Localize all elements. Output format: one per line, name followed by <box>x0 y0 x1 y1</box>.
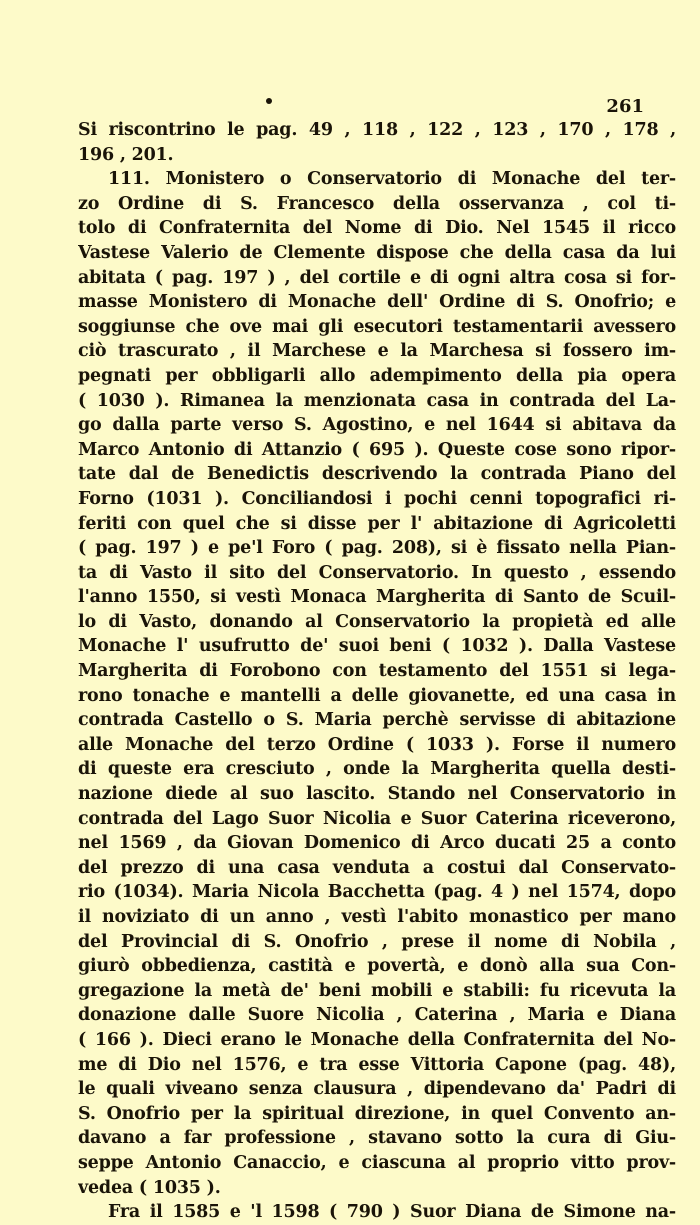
ink-dot <box>266 98 272 104</box>
text-line: donazione dalle Suore Nicolia , Caterina , Maria e Diana <box>78 1005 676 1026</box>
text-line: nel 1569 , da Giovan Domenico di Arco ducati 25 a conto <box>78 833 676 854</box>
text-line: Forno (1031 ). Conciliandosi i pochi cenni topografici ri- <box>78 488 676 509</box>
text-line: go dalla parte verso S. Agostino, e nel 1644 si abitava da <box>78 415 676 436</box>
text-line: me di Dio nel 1576, e tra esse Vittoria Capone (pag. 48), <box>78 1054 676 1075</box>
text-line: giurò obbedienza, castità e povertà, e donò alla sua Con- <box>78 956 676 977</box>
text-line: rio (1034). Maria Nicola Bacchetta (pag. 4 ) nel 1574, dopo <box>78 882 676 903</box>
text-line: tolo di Confraternita del Nome di Dio. Nel 1545 il ricco <box>78 218 676 239</box>
text-line: Fra il 1585 e 'l 1598 ( 790 ) Suor Diana de Simone na- <box>108 1202 676 1223</box>
text-line: davano a far professione , stavano sotto la cura di Giu- <box>78 1128 676 1149</box>
text-line: gregazione la metà de' beni mobili e stabili: fu ricevuta la <box>78 980 676 1001</box>
text-line: contrada del Lago Suor Nicolia e Suor Caterina riceverono, <box>78 808 676 829</box>
text-line: le quali viveano senza clausura , dipendevano da' Padri di <box>78 1079 676 1100</box>
text-line: Margherita di Forobono con testamento del 1551 si lega- <box>78 661 676 682</box>
text-line: Marco Antonio di Attanzio ( 695 ). Queste cose sono ripor- <box>78 439 676 460</box>
text-line: 196 , 201. <box>78 144 174 165</box>
text-line: S. Onofrio per la spiritual direzione, in quel Convento an- <box>78 1103 676 1124</box>
text-line: nazione diede al suo lascito. Stando nel Conservatorio in <box>78 784 676 805</box>
text-line: il noviziato di un anno , vestì l'abito monastico per mano <box>78 907 676 927</box>
text-line: l'anno 1550, si vestì Monaca Margherita di Santo de Scuil- <box>78 587 676 608</box>
text-line: alle Monache del terzo Ordine ( 1033 ). Forse il numero <box>78 734 676 755</box>
text-line: ta di Vasto il sito del Conservatorio. In questo , essendo <box>78 562 676 583</box>
text-line: contrada Castello o S. Maria perchè servisse di abitazione <box>78 710 676 731</box>
text-line: abitata ( pag. 197 ) , del cortile e di ogni altra cosa si for- <box>78 267 676 288</box>
text-line: tate dal de Benedictis descrivendo la contrada Piano del <box>78 464 676 485</box>
text-line: lo di Vasto, donando al Conservatorio la propietà ed alle <box>78 611 676 632</box>
text-line: vedea ( 1035 ). <box>78 1177 221 1198</box>
text-line: feriti con quel che si disse per l' abitazione di Agricoletti <box>78 513 676 534</box>
text-line: Vastese Valerio de Clemente dispose che della casa da lui <box>78 242 676 263</box>
text-line: ( 1030 ). Rimanea la menzionata casa in contrada del La- <box>78 390 676 411</box>
text-line: zo Ordine di S. Francesco della osservanza , col ti- <box>78 193 676 214</box>
text-line: ( pag. 197 ) e pe'l Foro ( pag. 208), si è fissato nella Pian- <box>78 538 676 559</box>
text-line: Si riscontrino le pag. 49 , 118 , 122 , 123 , 170 , 178 , <box>78 120 676 140</box>
text-line: ( 166 ). Dieci erano le Monache della Confraternita del No- <box>78 1029 676 1050</box>
text-line: ciò trascurato , il Marchese e la Marchesa si fossero im- <box>78 341 676 362</box>
text-line: rono tonache e mantelli a delle giovanette, ed una casa in <box>78 685 676 706</box>
body-text <box>78 118 676 1225</box>
text-line: masse Monistero di Monache dell' Ordine di S. Onofrio; e <box>78 292 676 313</box>
page-number: 261 <box>606 96 644 117</box>
text-line: del prezzo di una casa venduta a costui dal Conservato- <box>78 857 676 878</box>
text-line: del Provincial di S. Onofrio , prese il nome di Nobila , <box>78 931 676 952</box>
text-line: di queste era cresciuto , onde la Margherita quella desti- <box>78 759 676 780</box>
text-line: pegnati per obbligarli allo adempimento della pia opera <box>78 365 676 386</box>
text-line: soggiunse che ove mai gli esecutori testamentarii avessero <box>78 316 676 337</box>
text-line: 111. Monistero o Conservatorio di Monache del ter- <box>108 169 676 190</box>
text-line: Monache l' usufrutto de' suoi beni ( 1032 ). Dalla Vastese <box>78 636 676 657</box>
text-line: seppe Antonio Canaccio, e ciascuna al proprio vitto prov- <box>78 1152 676 1173</box>
